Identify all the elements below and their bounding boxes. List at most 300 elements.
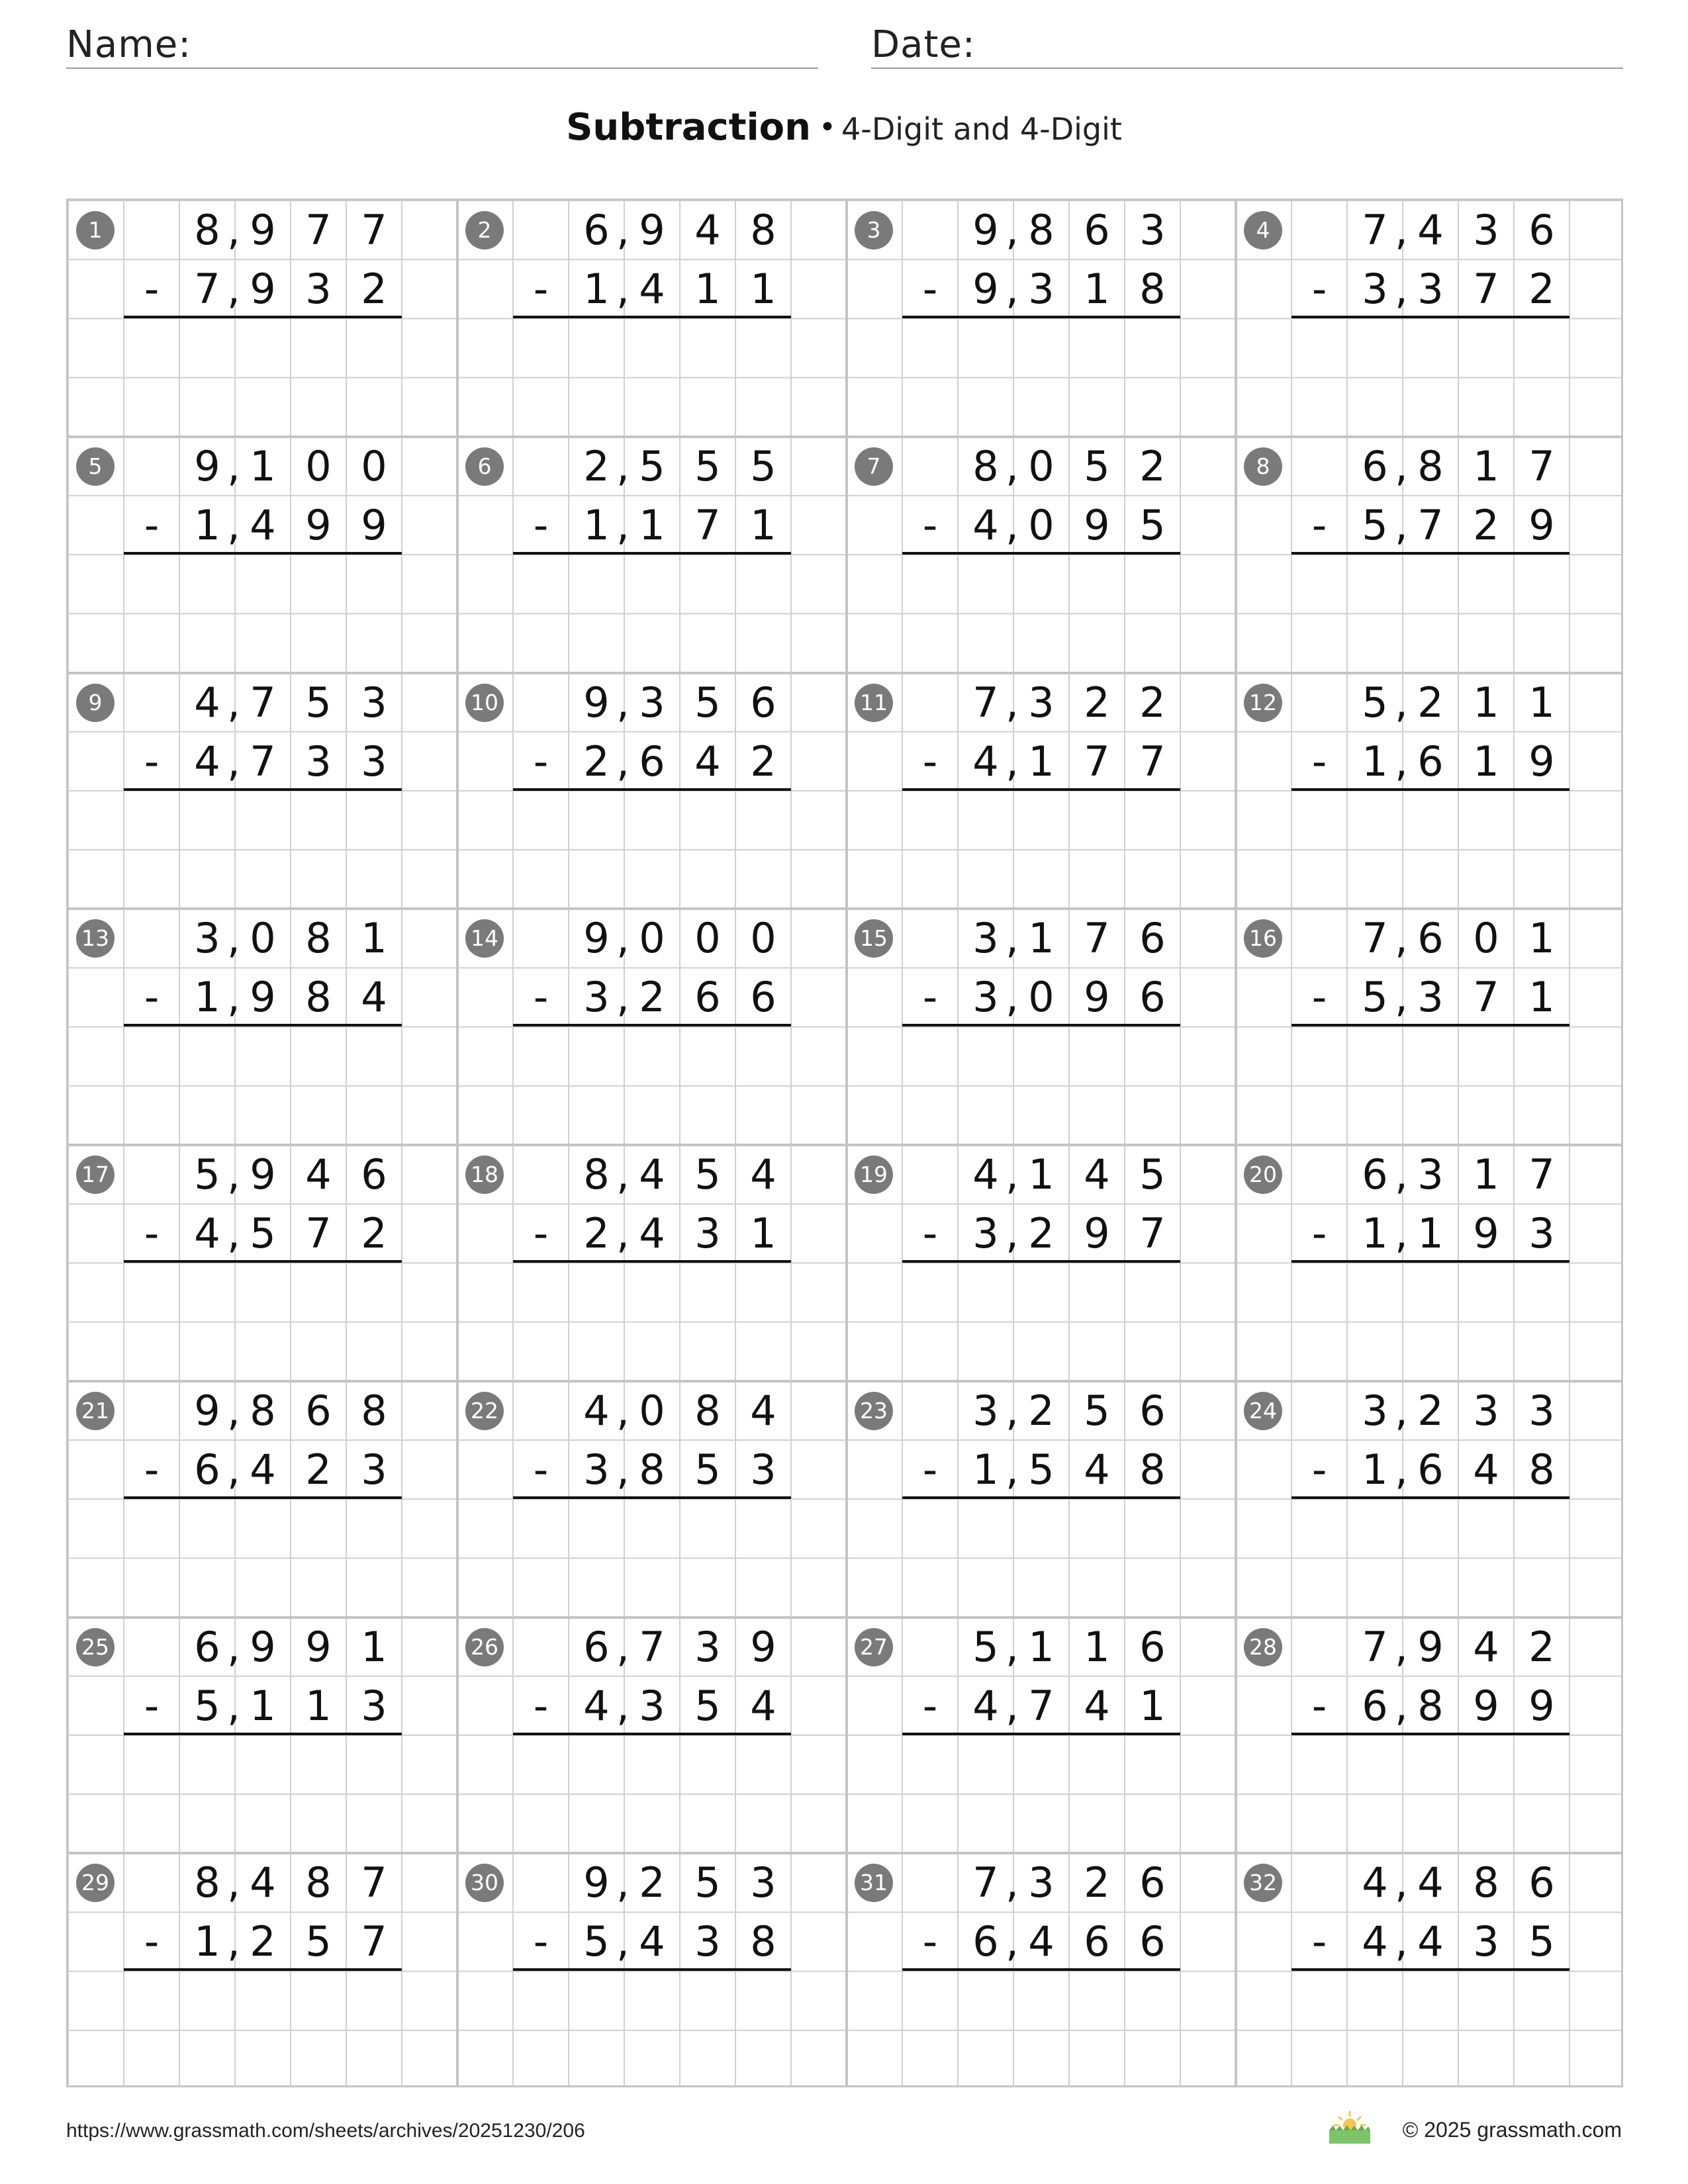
digit: 9 [361, 500, 387, 549]
digit: 4 [361, 973, 387, 1022]
digit: 8 [305, 1858, 332, 1907]
digit: 7 [1362, 206, 1388, 254]
problem-number-badge: 26 [465, 1628, 504, 1666]
problem-number-badge: 20 [1244, 1156, 1282, 1194]
digit: 1 [361, 914, 387, 963]
digit: 8 , [624, 1440, 680, 1499]
problem-29 [68, 1853, 457, 2089]
thousands-comma: , [1395, 1917, 1408, 1966]
digit: 5 , [1013, 1440, 1069, 1499]
worksheet-grid [66, 199, 1623, 2087]
problem-number-badge: 8 [1244, 447, 1282, 486]
empty-cell [1291, 673, 1347, 732]
problem-number-badge: 9 [76, 684, 115, 722]
top-number [902, 1381, 1180, 1440]
digit: 3 [972, 914, 999, 963]
thousands-comma: , [1395, 737, 1408, 786]
digit: 8 [194, 1858, 220, 1907]
digit: 5 [1139, 1150, 1166, 1199]
digit: 9 [1528, 500, 1555, 549]
digit: 0 , [624, 909, 680, 968]
digit: 1 [1362, 737, 1388, 786]
digit: 7 [1362, 914, 1388, 963]
problem-number-badge: 4 [1244, 211, 1282, 250]
digit: 7 , [235, 673, 291, 732]
minus-sign: - [922, 1917, 938, 1966]
thousands-comma: , [616, 1445, 630, 1494]
minus-sign: - [144, 1445, 160, 1494]
answer-line [513, 1733, 791, 1735]
digit: 3 [972, 1386, 999, 1435]
digit: 5 [1528, 1917, 1555, 1966]
thousands-comma: , [1395, 914, 1408, 963]
minus-sign: - [922, 1681, 938, 1730]
minus-sign: - [1311, 1209, 1327, 1257]
minus-sign: - [1311, 265, 1327, 313]
bottom-number [1291, 496, 1570, 555]
digit: 9 , [624, 201, 680, 259]
digit: 8 , [235, 1381, 291, 1440]
answer-line [513, 552, 791, 555]
thousands-comma: , [1006, 1622, 1019, 1671]
top-number [1291, 1145, 1570, 1204]
digit: 8 [1139, 1445, 1166, 1494]
digit: 6 [1362, 441, 1388, 490]
digit: 7 [972, 1858, 999, 1907]
digit: 0 , [1013, 496, 1069, 555]
digit: 5 , [235, 1204, 291, 1263]
thousands-comma: , [1006, 1386, 1019, 1435]
digit: 7 , [624, 1617, 680, 1676]
digit: 4 , [624, 259, 680, 318]
minus-sign: - [922, 1445, 938, 1494]
digit: 7 [972, 678, 999, 727]
digit: 6 [1139, 914, 1166, 963]
digit: 3 [1528, 1386, 1555, 1435]
digit: 3 [1362, 265, 1388, 313]
digit: 2 [1139, 441, 1166, 490]
bottom-number [513, 1204, 791, 1263]
digit: 5 [972, 1622, 999, 1671]
worksheet-title [0, 106, 1688, 149]
thousands-comma: , [1395, 1150, 1408, 1199]
digit: 0 , [235, 909, 291, 968]
digit: 4 [1362, 1858, 1388, 1907]
digit: 6 [972, 1917, 999, 1966]
top-number [902, 909, 1180, 968]
digit: 2 [1084, 678, 1110, 727]
digit: 3 [694, 1622, 721, 1671]
digit: 1 [750, 265, 776, 313]
digit: 9 [305, 500, 332, 549]
problem-number-badge: 5 [76, 447, 115, 486]
top-number [513, 437, 791, 496]
digit: 4 [694, 206, 721, 254]
digit: 3 [361, 1445, 387, 1494]
thousands-comma: , [616, 1622, 630, 1671]
answer-line [513, 1496, 791, 1499]
digit: 6 [750, 973, 776, 1022]
digit: 3 , [1403, 968, 1458, 1026]
bottom-number [1291, 1676, 1570, 1735]
thousands-comma: , [1395, 1386, 1408, 1435]
digit: 3 [361, 678, 387, 727]
problem-6 [457, 437, 847, 672]
title-main: Subtraction [566, 106, 812, 149]
bottom-number [902, 1204, 1180, 1263]
digit: 0 [305, 441, 332, 490]
thousands-comma: , [1006, 678, 1019, 727]
bottom-number [124, 1912, 402, 1971]
digit: 7 [1473, 265, 1499, 313]
minus-sign: - [922, 973, 938, 1022]
problem-number-badge: 15 [855, 919, 893, 958]
problem-2 [457, 201, 847, 436]
minus-sign: - [533, 500, 549, 549]
empty-cell [124, 1617, 179, 1676]
answer-line [1291, 788, 1570, 791]
digit: 4 [194, 1209, 220, 1257]
minus-sign: - [922, 500, 938, 549]
digit: 8 [750, 206, 776, 254]
digit: 4 [1084, 1681, 1110, 1730]
digit: 9 , [235, 1145, 291, 1204]
problem-number-badge: 6 [465, 447, 504, 486]
top-number [1291, 201, 1570, 259]
digit: 1 , [1013, 1617, 1069, 1676]
digit: 1 [1139, 1681, 1166, 1730]
problem-number-badge: 10 [465, 684, 504, 722]
answer-line [124, 316, 402, 318]
problem-number-badge: 16 [1244, 919, 1282, 958]
digit: 5 [1362, 500, 1388, 549]
minus-sign: - [533, 973, 549, 1022]
thousands-comma: , [616, 1150, 630, 1199]
digit: 5 [1362, 678, 1388, 727]
minus-sign: - [1311, 973, 1327, 1022]
digit: 6 [1084, 1917, 1110, 1966]
bottom-number [1291, 1204, 1570, 1263]
minus-sign: - [533, 1209, 549, 1257]
problem-number-badge: 1 [76, 211, 115, 250]
digit: 3 [1473, 1917, 1499, 1966]
bottom-number [1291, 968, 1570, 1026]
top-number [1291, 909, 1570, 968]
title-subtitle: 4-Digit and 4-Digit [841, 111, 1122, 147]
digit: 9 , [235, 1617, 291, 1676]
minus-sign: - [533, 1445, 549, 1494]
digit: 6 , [1403, 909, 1458, 968]
problem-30 [457, 1853, 847, 2089]
top-number [124, 201, 402, 259]
bottom-number [902, 1912, 1180, 1971]
digit: 1 [1084, 265, 1110, 313]
thousands-comma: , [1395, 500, 1408, 549]
digit: 4 , [1013, 1912, 1069, 1971]
problem-4 [1236, 201, 1625, 436]
footer-url: https://www.grassmath.com/sheets/archives/20251230/206 [66, 2120, 585, 2142]
digit: 4 , [624, 1912, 680, 1971]
digit: 4 , [1403, 1853, 1458, 1912]
thousands-comma: , [227, 1917, 240, 1966]
thousands-comma: , [227, 1445, 240, 1494]
digit: 2 , [624, 1853, 680, 1912]
digit: 5 [1084, 441, 1110, 490]
digit: 3 , [1403, 1145, 1458, 1204]
top-number [513, 673, 791, 732]
thousands-comma: , [1395, 1445, 1408, 1494]
digit: 1 [194, 500, 220, 549]
digit: 1 , [1013, 1145, 1069, 1204]
digit: 6 [583, 1622, 610, 1671]
digit: 1 [1473, 737, 1499, 786]
empty-cell [513, 1145, 569, 1204]
digit: 9 [1084, 500, 1110, 549]
thousands-comma: , [1006, 1681, 1019, 1730]
minus-sign: - [1311, 500, 1327, 549]
problem-23 [847, 1381, 1236, 1617]
digit: 7 , [1403, 496, 1458, 555]
digit: 8 [583, 1150, 610, 1199]
digit: 3 , [1013, 1853, 1069, 1912]
digit: 7 [305, 1209, 332, 1257]
digit: 3 , [1403, 259, 1458, 318]
thousands-comma: , [1395, 1622, 1408, 1671]
answer-line [513, 788, 791, 791]
top-number [902, 1853, 1180, 1912]
top-number [902, 437, 1180, 496]
name-label: Name: [66, 23, 192, 66]
problem-20 [1236, 1145, 1625, 1381]
digit: 5 [305, 678, 332, 727]
digit: 6 [1139, 1917, 1166, 1966]
bottom-number [124, 732, 402, 791]
digit: 8 [750, 1917, 776, 1966]
digit: 6 , [1403, 732, 1458, 791]
answer-line [124, 1968, 402, 1971]
problem-number-badge: 12 [1244, 684, 1282, 722]
digit: 9 , [235, 201, 291, 259]
thousands-comma: , [616, 1858, 630, 1907]
thousands-comma: , [227, 1386, 240, 1435]
digit: 1 [1473, 1150, 1499, 1199]
digit: 2 [361, 265, 387, 313]
digit: 9 [1084, 1209, 1110, 1257]
thousands-comma: , [616, 1681, 630, 1730]
bottom-number [124, 1204, 402, 1263]
problem-1 [68, 201, 457, 436]
digit: 5 [694, 678, 721, 727]
thousands-comma: , [1395, 1209, 1408, 1257]
top-number [124, 1617, 402, 1676]
problem-25 [68, 1617, 457, 1853]
thousands-comma: , [227, 737, 240, 786]
bottom-number [513, 1440, 791, 1499]
digit: 5 [194, 1681, 220, 1730]
date-field[interactable] [871, 20, 1623, 69]
thousands-comma: , [616, 265, 630, 313]
thousands-comma: , [616, 973, 630, 1022]
digit: 3 [750, 1445, 776, 1494]
top-number [1291, 1853, 1570, 1912]
digit: 7 , [235, 732, 291, 791]
digit: 3 [583, 1445, 610, 1494]
top-number [1291, 1617, 1570, 1676]
minus-sign: - [1311, 1445, 1327, 1494]
digit: 5 [750, 441, 776, 490]
digit: 7 [305, 206, 332, 254]
problem-24 [1236, 1381, 1625, 1617]
digit: 1 [194, 973, 220, 1022]
digit: 4 , [1403, 1912, 1458, 1971]
empty-cell [1291, 1145, 1347, 1204]
digit: 3 [972, 973, 999, 1022]
top-number [513, 1381, 791, 1440]
digit: 5 [694, 441, 721, 490]
answer-line [124, 552, 402, 555]
problem-number-badge: 32 [1244, 1864, 1282, 1902]
digit: 1 [1362, 1209, 1388, 1257]
minus-sign: - [144, 1917, 160, 1966]
minus-sign: - [533, 1917, 549, 1966]
thousands-comma: , [1395, 973, 1408, 1022]
minus-sign: - [144, 973, 160, 1022]
bottom-number [902, 968, 1180, 1026]
digit: 3 , [624, 1676, 680, 1735]
minus-sign: - [144, 500, 160, 549]
digit: 4 [305, 1150, 332, 1199]
digit: 4 [194, 737, 220, 786]
thousands-comma: , [227, 265, 240, 313]
digit: 3 [583, 973, 610, 1022]
digit: 6 [1139, 1386, 1166, 1435]
digit: 4 [694, 737, 721, 786]
digit: 1 , [624, 496, 680, 555]
digit: 4 , [235, 1853, 291, 1912]
digit: 4 [972, 1681, 999, 1730]
digit: 2 [305, 1445, 332, 1494]
thousands-comma: , [1006, 1445, 1019, 1494]
digit: 1 [361, 1622, 387, 1671]
digit: 0 [361, 441, 387, 490]
top-number [1291, 1381, 1570, 1440]
digit: 4 [972, 1150, 999, 1199]
top-number [902, 673, 1180, 732]
digit: 6 [1139, 1858, 1166, 1907]
digit: 5 [694, 1681, 721, 1730]
thousands-comma: , [1006, 1858, 1019, 1907]
answer-line [513, 1024, 791, 1026]
digit: 1 [1528, 678, 1555, 727]
bottom-number [124, 1440, 402, 1499]
bottom-number [902, 1676, 1180, 1735]
top-number [1291, 673, 1570, 732]
digit: 5 [1139, 500, 1166, 549]
problem-8 [1236, 437, 1625, 672]
digit: 0 , [624, 1381, 680, 1440]
name-field[interactable] [66, 20, 818, 69]
problem-13 [68, 909, 457, 1144]
minus-sign: - [922, 737, 938, 786]
answer-line [902, 1260, 1180, 1263]
digit: 6 [1362, 1150, 1388, 1199]
digit: 5 [1362, 973, 1388, 1022]
bottom-number [124, 968, 402, 1026]
problem-number-badge: 29 [76, 1864, 115, 1902]
digit: 5 [694, 1150, 721, 1199]
thousands-comma: , [1006, 265, 1019, 313]
digit: 0 [694, 914, 721, 963]
date-label: Date: [871, 23, 976, 66]
digit: 4 [972, 737, 999, 786]
digit: 9 [583, 678, 610, 727]
top-number [513, 1145, 791, 1204]
answer-line [1291, 1968, 1570, 1971]
digit: 4 , [624, 1204, 680, 1263]
digit: 3 , [1013, 673, 1069, 732]
digit: 1 , [1013, 732, 1069, 791]
digit: 9 [1528, 1681, 1555, 1730]
thousands-comma: , [616, 914, 630, 963]
digit: 3 [1473, 206, 1499, 254]
top-number [902, 1145, 1180, 1204]
problem-9 [68, 673, 457, 909]
top-number [124, 909, 402, 968]
digit: 4 [750, 1150, 776, 1199]
digit: 6 [1084, 206, 1110, 254]
digit: 1 [1473, 441, 1499, 490]
digit: 7 [194, 265, 220, 313]
empty-cell [513, 437, 569, 496]
top-number [1291, 437, 1570, 496]
digit: 6 [583, 206, 610, 254]
digit: 4 , [235, 1440, 291, 1499]
digit: 4 , [1403, 201, 1458, 259]
date-line [871, 68, 1623, 69]
answer-line [124, 788, 402, 791]
digit: 7 , [1013, 1676, 1069, 1735]
bottom-number [902, 1440, 1180, 1499]
problem-16 [1236, 909, 1625, 1144]
answer-line [902, 1024, 1180, 1026]
digit: 6 [750, 678, 776, 727]
minus-sign: - [144, 1209, 160, 1257]
digit: 3 [361, 737, 387, 786]
thousands-comma: , [227, 1150, 240, 1199]
empty-cell [1291, 1381, 1347, 1440]
digit: 4 [972, 500, 999, 549]
problem-number-badge: 25 [76, 1628, 115, 1666]
top-number [513, 909, 791, 968]
answer-line [1291, 1496, 1570, 1499]
problem-12 [1236, 673, 1625, 909]
empty-cell [902, 201, 958, 259]
problem-3 [847, 201, 1236, 436]
digit: 4 , [235, 496, 291, 555]
digit: 4 [194, 678, 220, 727]
empty-cell [1291, 201, 1347, 259]
problem-number-badge: 21 [76, 1392, 115, 1430]
digit: 8 [972, 441, 999, 490]
thousands-comma: , [616, 441, 630, 490]
empty-cell [124, 673, 179, 732]
bottom-number [902, 496, 1180, 555]
answer-line [513, 1968, 791, 1971]
problem-number-badge: 24 [1244, 1392, 1282, 1430]
top-number [124, 673, 402, 732]
answer-line [1291, 1733, 1570, 1735]
digit: 5 [694, 1445, 721, 1494]
